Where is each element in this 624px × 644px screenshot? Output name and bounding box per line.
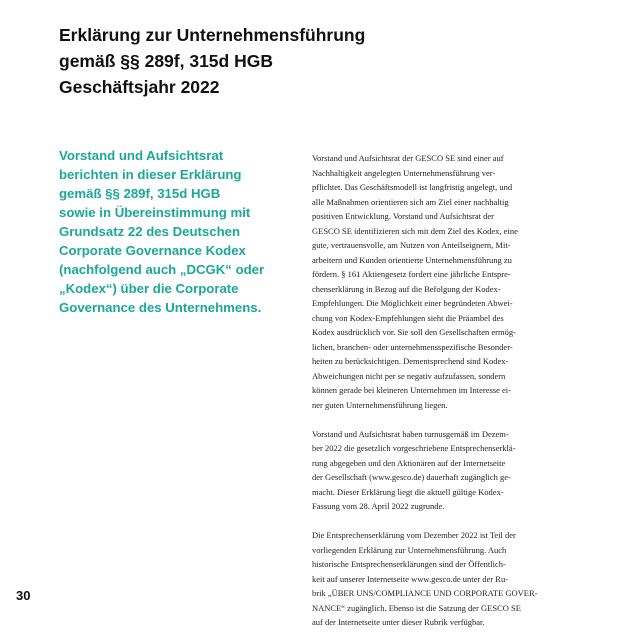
- body-line: chung von Kodex-Empfehlungen sieht die Präambel des: [312, 312, 504, 323]
- intro-text: [59, 146, 295, 317]
- intro-line: Vorstand und Aufsichtsrat: [59, 148, 224, 163]
- body-paragraph: [312, 427, 554, 514]
- body-line: Kodex ausdrücklich vor. Sie soll den Gesellschaften ermög-: [312, 327, 516, 337]
- body-line: können gerade bei kleineren Unternehmen im Interesse ei-: [312, 385, 511, 395]
- intro-line: Grundsatz 22 des Deutschen: [59, 224, 241, 239]
- body-line: Vorstand und Aufsichtsrat haben turnusgemäß im Dezem-: [312, 428, 509, 439]
- intro-line: Governance des Unternehmens.: [59, 300, 262, 315]
- body-line: arbeitern und Kunden orientierte Unternehmensführung zu: [312, 254, 512, 265]
- body-line: gute, vertrauensvolle, am Nutzen von Anteilseignern, Mit-: [312, 240, 511, 250]
- body-line: Empfehlungen. Die Möglichkeit einer begründeten Abwei-: [312, 298, 513, 308]
- body-line: lichen, branchen- oder unternehmensspezifische Besonder-: [312, 341, 513, 352]
- body-line: NANCE“ zugänglich. Ebenso ist die Satzung der GESCO SE: [312, 602, 521, 613]
- body-line: alle Maßnahmen orientieren sich am Ziel einer nachhaltig: [312, 196, 509, 207]
- body-paragraph: [312, 151, 554, 412]
- body-line: Die Entsprechenserklärung vom Dezember 2022 ist Teil der: [312, 530, 516, 540]
- page-title: [59, 22, 479, 100]
- intro-line: berichten in dieser Erklärung: [59, 167, 242, 182]
- body-line: keit auf unserer Internetseite www.gesco.de unter der Ru-: [312, 573, 509, 584]
- body-line: ber 2022 die gesetzlich vorgeschriebene Entsprechenserklä-: [312, 443, 516, 453]
- body-line: Abweichungen nicht per se negativ aufzufassen, sondern: [312, 370, 506, 381]
- body-line: brik „ÜBER UNS/COMPLIANCE UND CORPORATE GOVER-: [312, 588, 538, 598]
- body-line: GESCO SE identifizieren sich mit dem Ziel des Kodex, eine: [312, 225, 518, 236]
- body-line: historische Entsprechenserklärungen sind der Öffentlich-: [312, 559, 506, 569]
- body-text: [312, 151, 554, 644]
- title-line: Geschäftsjahr 2022: [59, 77, 220, 97]
- body-line: der Gesellschaft (www.gesco.de) dauerhaft zugänglich ge-: [312, 472, 511, 482]
- title-line: Erklärung zur Unternehmensführung: [59, 25, 366, 45]
- body-line: auf der Internetseite unter dieser Rubrik verfügbar.: [312, 617, 485, 627]
- body-line: rung abgegeben und den Aktionären auf der Internetseite: [312, 457, 506, 468]
- body-line: vorliegenden Erklärung zur Unternehmensführung. Auch: [312, 544, 507, 555]
- body-line: pflichtet. Das Geschäftsmodell ist langfristig angelegt, und: [312, 182, 513, 192]
- body-paragraph: [312, 528, 554, 630]
- body-line: ner guten Unternehmensführung liegen.: [312, 399, 448, 410]
- body-line: positiven Entwicklung. Vorstand und Aufsichtsrat der: [312, 211, 494, 221]
- intro-line: „Kodex“) über die Corporate: [59, 281, 239, 296]
- intro-line: sowie in Übereinstimmung mit: [59, 205, 251, 220]
- body-line: chenserklärung in Bezug auf die Befolgung der Kodex-: [312, 283, 501, 294]
- body-line: macht. Dieser Erklärung liegt die aktuell gültige Kodex-: [312, 486, 504, 497]
- title-line: gemäß §§ 289f, 315d HGB: [59, 51, 273, 71]
- intro-line: Corporate Governance Kodex: [59, 243, 246, 258]
- body-line: Nachhaltigkeit angelegten Unternehmensführung ver-: [312, 167, 496, 178]
- body-line: Vorstand und Aufsichtsrat der GESCO SE sind einer auf: [312, 153, 504, 163]
- page-number: 30: [16, 588, 31, 603]
- body-line: Fassung vom 28. April 2022 zugrunde.: [312, 501, 445, 511]
- body-line: heiten zu berücksichtigen. Dementsprechend sind Kodex-: [312, 356, 509, 366]
- intro-line: gemäß §§ 289f, 315d HGB: [59, 186, 221, 201]
- intro-line: (nachfolgend auch „DCGK“ oder: [59, 262, 265, 277]
- body-line: fördern. § 161 Aktiengesetz fordert eine jährliche Entspre-: [312, 269, 511, 279]
